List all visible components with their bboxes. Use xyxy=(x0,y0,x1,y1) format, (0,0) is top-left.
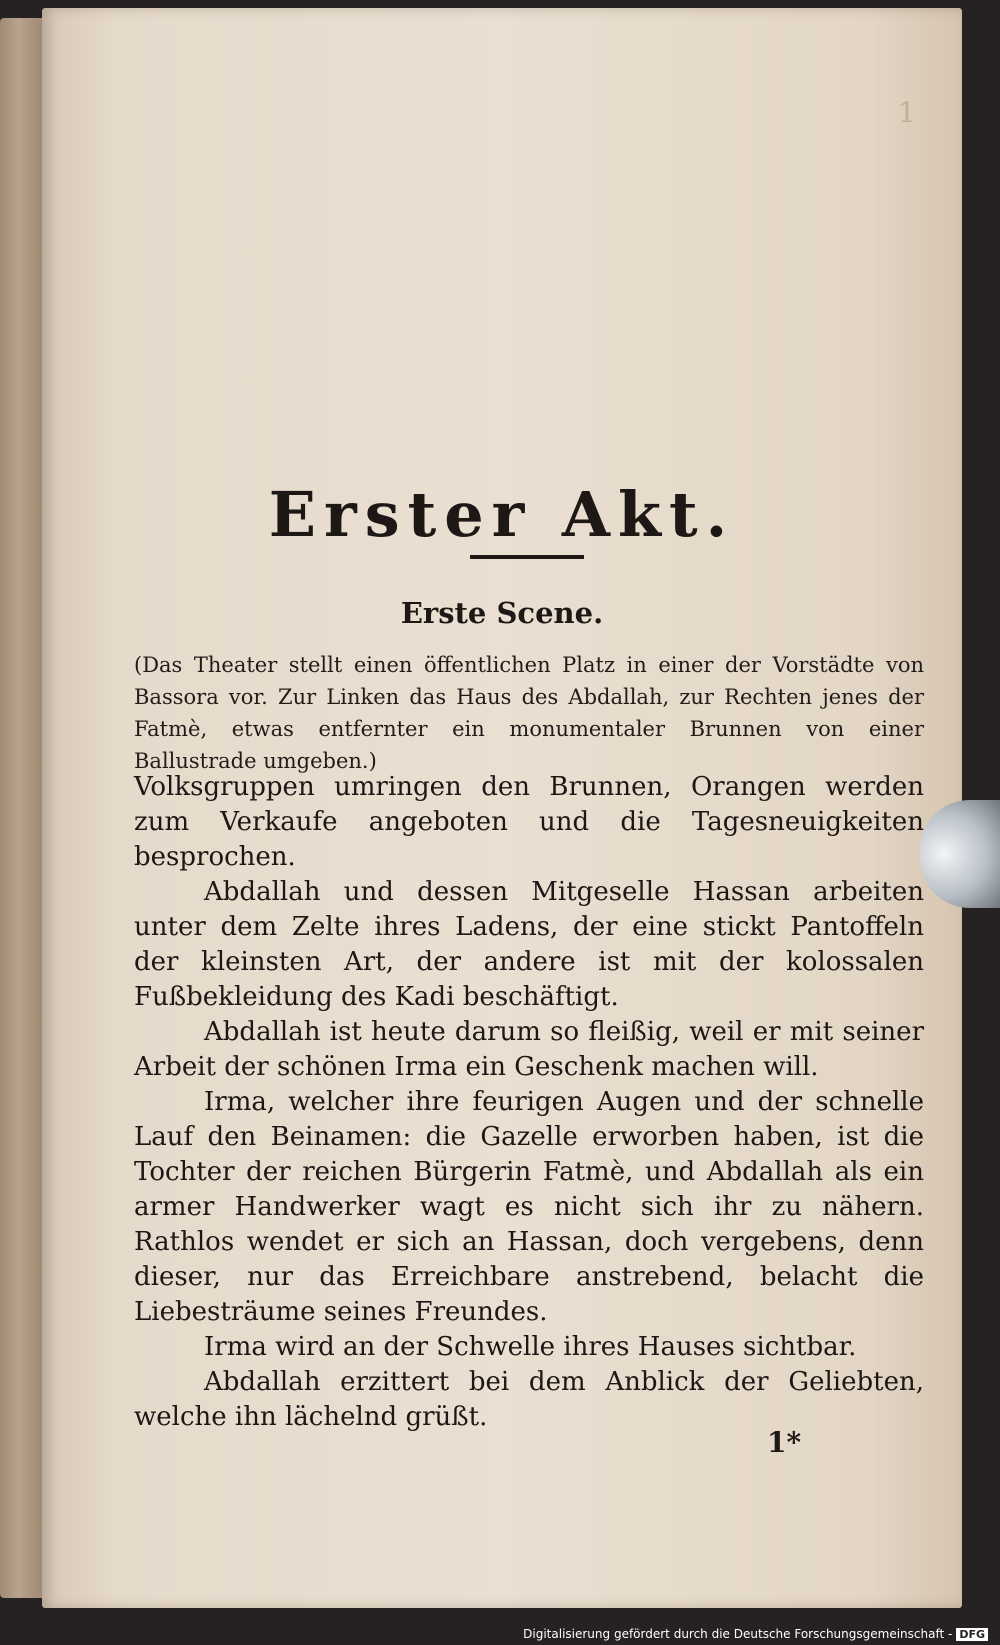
left-page-edge xyxy=(0,18,46,1598)
stage-direction: (Das Theater stellt einen öffentlichen Platz in einer der Vorstädte von Bassora vor. Zur Linken das Haus des Abdallah, zur Rechten jenes der Fatmè, etwas entfernter ein monumentaler Brunnen von einer Ballustrade umgeben.) xyxy=(134,653,924,773)
act-title: Erster Akt. xyxy=(268,478,736,551)
paragraph: Irma, welcher ihre feurigen Augen und der schnelle Lauf den Beinamen: die Gazelle erworben haben, ist die Tochter der reichen Bürgerin Fatmè, und Abdallah als ein armer Handwerker wagt es nicht sich ihr zu nähern. Rathlos wendet er sich an Hassan, doch vergebens, denn dieser, nur das Erreichbare anstrebend, belacht die Liebesträume seines Freundes. xyxy=(134,1087,924,1327)
signature-mark: 1* xyxy=(767,1426,802,1459)
title-divider xyxy=(470,555,584,559)
scene-title: Erste Scene. xyxy=(400,596,604,630)
book-page xyxy=(42,8,962,1608)
paragraph: Abdallah ist heute darum so fleißig, weil er mit seiner Arbeit der schönen Irma ein Geschenk machen will. xyxy=(134,1017,924,1082)
page-number-top: 1 xyxy=(898,96,916,129)
footer-text: Digitalisierung gefördert durch die Deutsche Forschungsgemeinschaft - xyxy=(523,1627,953,1641)
paragraph: Volksgruppen umringen den Brunnen, Orangen werden zum Verkaufe angeboten und die Tagesneuigkeiten besprochen. xyxy=(134,772,924,872)
paragraph: Irma wird an der Schwelle ihres Hauses sichtbar. xyxy=(204,1332,857,1362)
dfg-logo: DFG xyxy=(956,1628,988,1641)
paragraph: Abdallah erzittert bei dem Anblick der Geliebten, welche ihn lächelnd grüßt. xyxy=(134,1367,924,1432)
paragraph: Abdallah und dessen Mitgeselle Hassan arbeiten unter dem Zelte ihres Ladens, der eine stickt Pantoffeln der kleinsten Art, der andere ist mit der kolossalen Fußbekleidung des Kadi beschäftigt. xyxy=(134,877,924,1012)
body-text xyxy=(134,770,924,1435)
footer xyxy=(523,1627,988,1641)
